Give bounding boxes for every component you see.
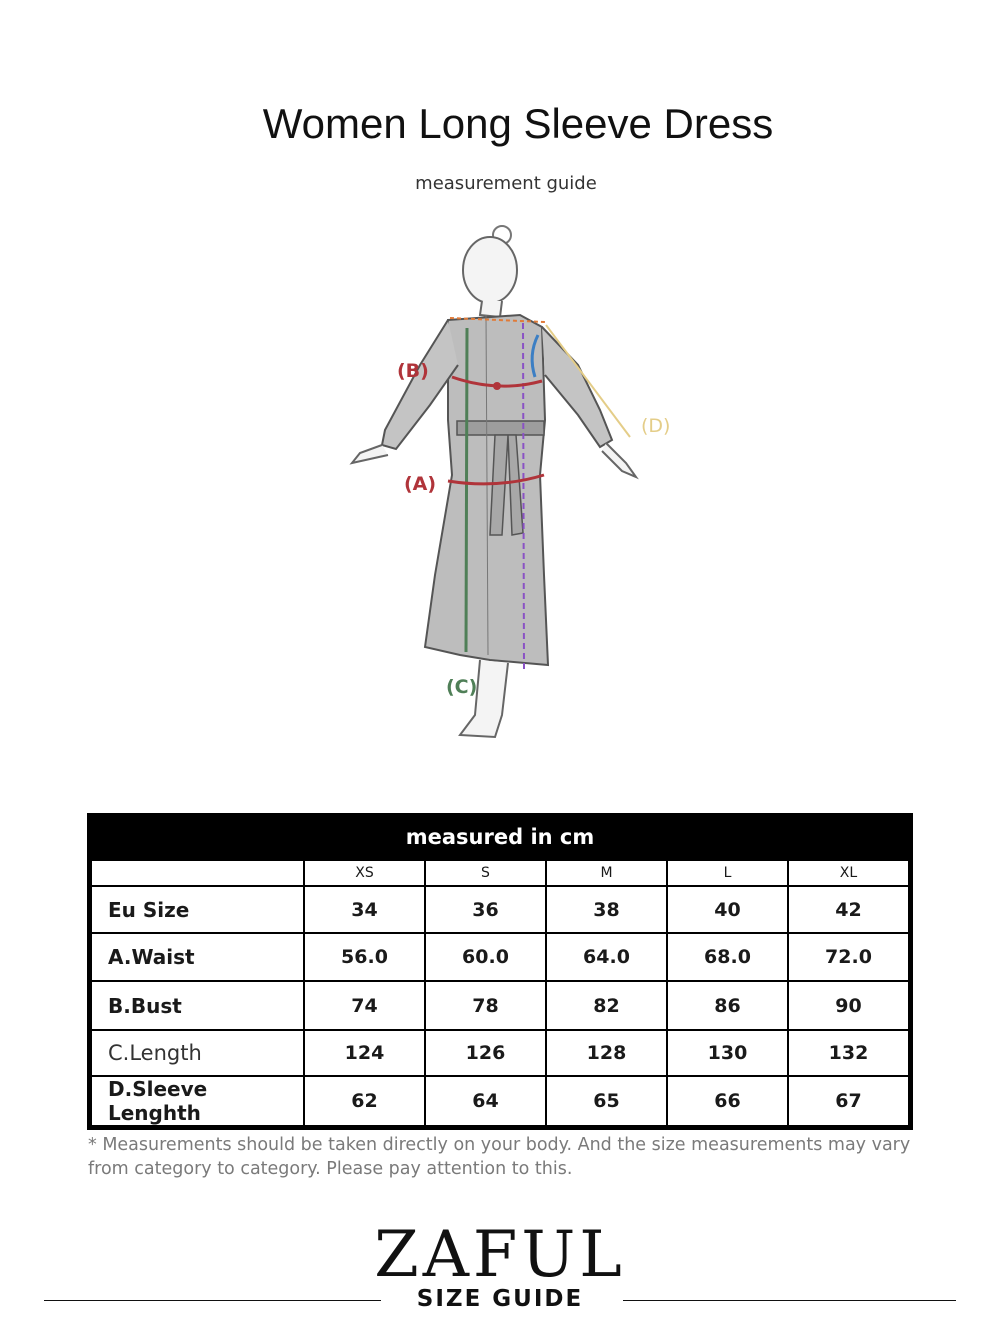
table-cell: 132	[788, 1030, 909, 1076]
marker-d-sleeve: (D)	[641, 415, 671, 437]
brand-logo: ZAFUL	[374, 1218, 626, 1292]
table-cell: 90	[788, 981, 909, 1030]
table-cell: 38	[546, 886, 667, 933]
table-cell: 82	[546, 981, 667, 1030]
size-header-l: L	[667, 860, 788, 886]
table-cell: 130	[667, 1030, 788, 1076]
table-cell: 64	[425, 1076, 546, 1126]
table-cell: 124	[304, 1030, 425, 1076]
table-cell: 72.0	[788, 933, 909, 981]
table-cell: 34	[304, 886, 425, 933]
size-header-xl: XL	[788, 860, 909, 886]
table-cell: 78	[425, 981, 546, 1030]
marker-c-length: (C)	[446, 676, 478, 698]
size-header-s: S	[425, 860, 546, 886]
table-cell: 36	[425, 886, 546, 933]
table-cell: 74	[304, 981, 425, 1030]
table-cell: 65	[546, 1076, 667, 1126]
row-label: Eu Size	[91, 886, 304, 933]
brand-subtitle: SIZE GUIDE	[416, 1286, 584, 1312]
size-header-row	[91, 860, 909, 886]
table-cell: 67	[788, 1076, 909, 1126]
size-chart	[87, 813, 913, 1130]
table-row-length	[91, 1030, 909, 1076]
table-cell: 66	[667, 1076, 788, 1126]
row-label: B.Bust	[91, 981, 304, 1030]
measurement-note: * Measurements should be taken directly on your body. And the size measurements may vary from category to category. Please pay attention to this.	[88, 1135, 911, 1179]
table-cell: 56.0	[304, 933, 425, 981]
size-header-corner	[91, 860, 304, 886]
table-cell: 42	[788, 886, 909, 933]
page-subtitle: measurement guide	[415, 173, 597, 194]
page-title: Women Long Sleeve Dress	[262, 100, 774, 147]
table-row-waist	[91, 933, 909, 981]
table-cell: 40	[667, 886, 788, 933]
dress-figure-illustration	[330, 215, 690, 755]
table-cell: 86	[667, 981, 788, 1030]
size-header-m: M	[546, 860, 667, 886]
size-header-xs: XS	[304, 860, 425, 886]
size-chart-header: measured in cm	[405, 825, 595, 849]
table-cell: 128	[546, 1030, 667, 1076]
marker-b-bust: (B)	[397, 360, 429, 382]
table-row-sleeve-length	[91, 1076, 909, 1126]
table-cell: 62	[304, 1076, 425, 1126]
table-row-bust	[91, 981, 909, 1030]
row-label: D.Sleeve Lenghth	[91, 1076, 304, 1126]
marker-a-waist: (A)	[404, 473, 437, 495]
table-cell: 60.0	[425, 933, 546, 981]
size-chart-table	[90, 859, 910, 1127]
table-cell: 64.0	[546, 933, 667, 981]
row-label: A.Waist	[91, 933, 304, 981]
row-label: C.Length	[91, 1030, 304, 1076]
table-row-eu-size	[91, 886, 909, 933]
table-cell: 68.0	[667, 933, 788, 981]
table-cell: 126	[425, 1030, 546, 1076]
